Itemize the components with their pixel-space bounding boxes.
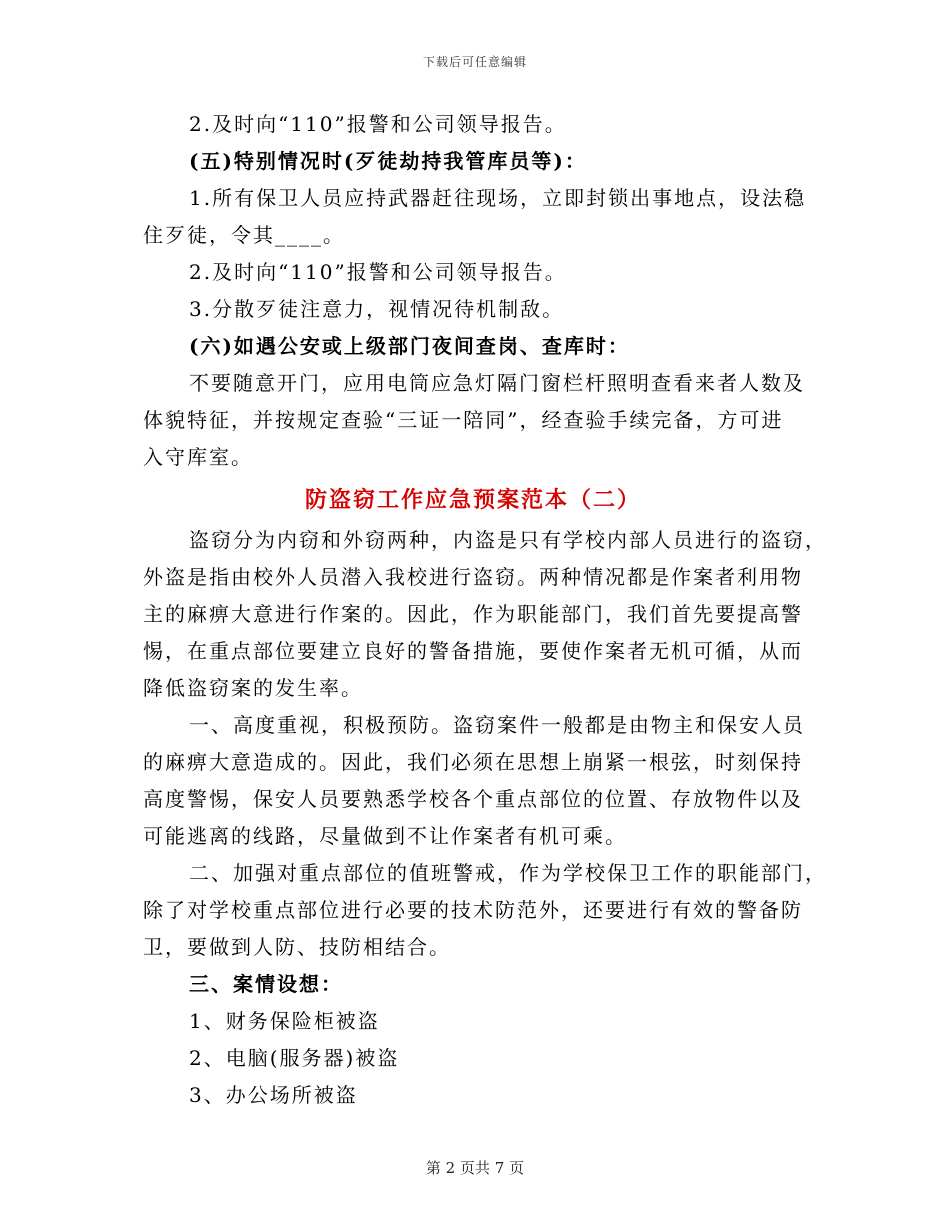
paragraph-line: 高度警惕，保安人员要熟悉学校各个重点部位的位置、存放物件以及: [143, 787, 803, 811]
paragraph-line: 2.及时向“110”报警和公司领导报告。: [189, 112, 567, 136]
page-header: 下载后可任意编辑: [422, 55, 527, 69]
paragraph-line: 体貌特征，并按规定查验“三证一陪同”，经查验手续完备，方可进: [143, 408, 784, 432]
paragraph-line: 可能逃离的线路，尽量做到不让作案者有机可乘。: [143, 824, 627, 848]
paragraph-line: 主的麻痹大意进行作案的。因此，作为职能部门，我们首先要提高警: [143, 602, 803, 626]
paragraph-line: 2、电脑(服务器)被盗: [189, 1046, 400, 1070]
section-body: [143, 522, 827, 1114]
paragraph-line: 3.分散歹徒注意力，视情况待机制敌。: [189, 297, 565, 321]
page-footer: 第 2 页共 7 页: [425, 1159, 525, 1177]
paragraph-line: 一、高度重视，积极预防。盗窃案件一般都是由物主和保安人员: [189, 713, 805, 737]
paragraph-line: 三、案情设想：: [189, 972, 343, 996]
document-body: [143, 106, 827, 1114]
paragraph-line: 2.及时向“110”报警和公司领导报告。: [189, 260, 567, 284]
paragraph-line: 盗窃分为内窃和外窃两种，内盗是只有学校内部人员进行的盗窃，: [189, 528, 827, 552]
section-top: [143, 106, 807, 476]
paragraph-line: (六)如遇公安或上级部门夜间查岗、查库时：: [189, 334, 630, 358]
paragraph-line: 二、加强对重点部位的值班警戒，作为学校保卫工作的职能部门，: [189, 861, 827, 885]
paragraph-line: (五)特别情况时(歹徒劫持我管库员等)：: [189, 149, 587, 173]
paragraph-line: 除了对学校重点部位进行必要的技术防范外，还要进行有效的警备防: [143, 898, 803, 922]
paragraph-line: 3、办公场所被盗: [189, 1083, 358, 1107]
paragraph-line: 惕，在重点部位要建立良好的警备措施，要使作案者无机可循，从而: [143, 639, 803, 663]
paragraph-line: 1.所有保卫人员应持武器赶往现场，立即封锁出事地点，设法稳: [189, 186, 807, 210]
document-title: 防盗窃工作应急预案范本（二）: [304, 487, 641, 513]
paragraph-line: 外盗是指由校外人员潜入我校进行盗窃。两种情况都是作案者利用物: [143, 565, 803, 589]
paragraph-line: 不要随意开门，应用电筒应急灯隔门窗栏杆照明查看来者人数及: [189, 371, 805, 395]
paragraph-line: 卫，要做到人防、技防相结合。: [143, 935, 451, 959]
paragraph-line: 住歹徒，令其____。: [143, 223, 345, 247]
paragraph-line: 的麻痹大意造成的。因此，我们必须在思想上崩紧一根弦，时刻保持: [143, 750, 803, 774]
paragraph-line: 入守库室。: [143, 445, 253, 469]
paragraph-line: 降低盗窃案的发生率。: [143, 676, 363, 700]
paragraph-line: 1、财务保险柜被盗: [189, 1009, 380, 1033]
